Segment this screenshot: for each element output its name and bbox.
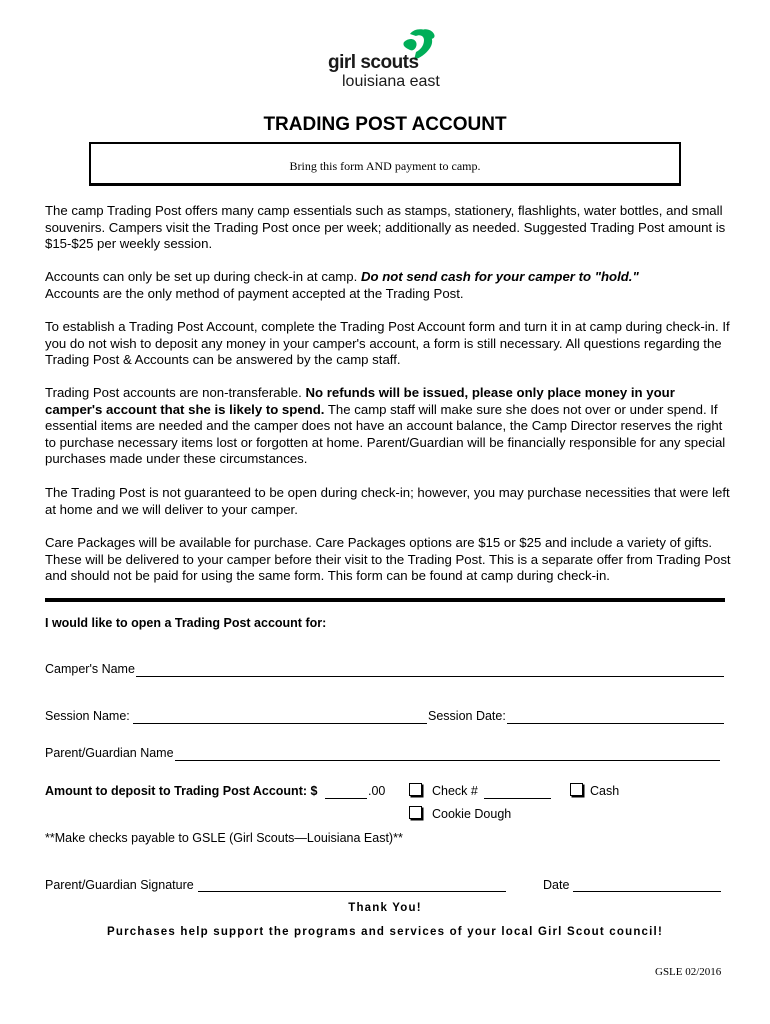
paragraph-intro: The camp Trading Post offers many camp essentials such as stamps, stationery, flashlights, water bottles, and small souvenirs. Campers visit the Trading Post once per week; additionally as needed. Suggested Trading Post amount is $15-$25 per weekly session.: [45, 203, 726, 251]
accounts-warning: Do not send cash for your camper to "hold.": [360, 269, 639, 284]
cash-label: Cash: [590, 784, 620, 798]
support-message: Purchases help support the programs and services of your local Girl Scout council!: [107, 926, 663, 938]
signature-field[interactable]: [198, 891, 506, 892]
refunds-text: Trading Post accounts are non-transferable.: [45, 385, 302, 400]
form-intro: I would like to open a Trading Post account for:: [45, 616, 327, 630]
check-checkbox[interactable]: [409, 783, 422, 796]
payable-note: **Make checks payable to GSLE (Girl Scouts—Louisiana East)**: [45, 831, 403, 845]
session-date-label: Session Date:: [428, 709, 506, 723]
session-name-field[interactable]: [133, 723, 427, 724]
parent-name-label: Parent/Guardian Name: [45, 746, 174, 760]
check-number-field[interactable]: [484, 798, 551, 799]
parent-name-field[interactable]: [175, 760, 720, 761]
paragraph-refunds: [45, 385, 735, 468]
thank-you: Thank You!: [348, 902, 422, 914]
session-name-label: Session Name:: [45, 709, 130, 723]
cash-checkbox[interactable]: [570, 783, 583, 796]
logo-line1: girl scouts: [328, 52, 419, 73]
refunds-text-2: The camp staff will make sure she does not over or under spend. If essential items are needed and the camper does not have an account balance, the Camp Director reserves the right to purchase necessary items lost or forgotten at home. Parent/Guardian will be financially responsible for any special purchases made under these circumstances.: [45, 401, 726, 466]
paragraph-establish: To establish a Trading Post Account, complete the Trading Post Account form and turn it in at camp during check-in. If you do not wish to deposit any money in your camper's account, a form is still necessary. All questions regarding the Trading Post & Accounts can be answered by the camp staff.: [45, 319, 730, 367]
paragraph-accounts: [45, 269, 735, 302]
date-field[interactable]: [573, 891, 721, 892]
logo-line2: louisiana east: [342, 73, 440, 90]
page-title: TRADING POST ACCOUNT: [263, 114, 507, 135]
accounts-text: Accounts can only be set up during check-in at camp.: [45, 269, 358, 284]
camper-name-label: Camper's Name: [45, 662, 135, 676]
signature-label: Parent/Guardian Signature: [45, 878, 194, 892]
notice-box: Bring this form AND payment to camp.: [89, 142, 681, 186]
paragraph-checkin: The Trading Post is not guaranteed to be open during check-in; however, you may purchase necessities that were left at home and we will deliver to your camper.: [45, 485, 730, 517]
amount-label: Amount to deposit to Trading Post Account: $: [45, 784, 318, 798]
amount-suffix: .00: [368, 784, 386, 798]
refunds-warning: No refunds will be issued, please only place money in your camper's account that she is likely to spend.: [45, 385, 675, 417]
accounts-text-2: Accounts are the only method of payment accepted at the Trading Post.: [45, 285, 464, 301]
paragraph-care-packages: Care Packages will be available for purchase. Care Packages options are $15 or $25 and include a variety of gifts. These will be delivered to your camper before their visit to the Trading Post. This is a separate offer from Trading Post and should not be paid for using the same form. This form can be found at camp during check-in.: [45, 535, 731, 583]
session-date-field[interactable]: [507, 723, 724, 724]
check-label: Check #: [432, 784, 478, 798]
amount-field[interactable]: [325, 798, 367, 799]
date-label: Date: [543, 878, 570, 892]
cookie-dough-label: Cookie Dough: [432, 807, 512, 821]
camper-name-field[interactable]: [136, 676, 724, 677]
section-divider: [45, 598, 725, 602]
form-code: GSLE 02/2016: [655, 966, 722, 978]
cookie-dough-checkbox[interactable]: [409, 806, 422, 819]
